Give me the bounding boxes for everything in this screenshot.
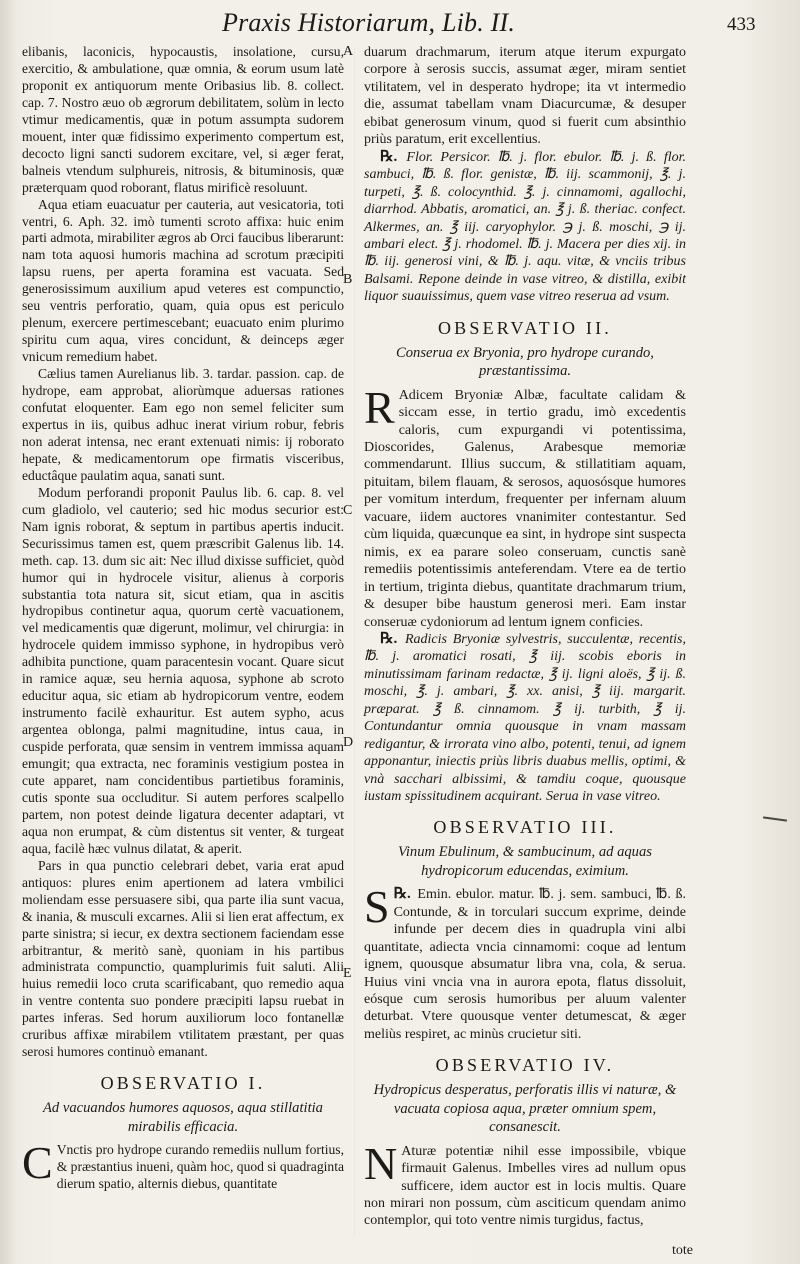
recipe-2 [364,631,686,806]
left-column [22,44,344,1193]
observation-2-heading: OBSERVATIO II. [437,317,613,338]
margin-letter-a: A [343,44,354,59]
observation-3-heading: OBSERVATIO III. [433,817,617,838]
margin-letter-c: C [343,503,353,518]
observation-4-text: Aturæ potentiæ nihil esse impossibile, vbique firmauit Galenus. Imbelles vires ad nullum opus sufficere, idem auctor est in locis multis. Quare non mirari non possum, cùm asciticum quendam animo contemplor, qui toto ventre nimis turgidus, factus, [364,1143,686,1229]
right-column [364,44,686,1230]
left-paragraph-5: Pars in qua punctio celebrari debet, varia erat apud antiquos: plures enim apertionem ad latera vmbilici moliendam esse persuasere sibi, qua parte ilia sunt vacua, & inania, & musculi excarnes. Alii si lien erat affectum, ex parte sinistra; si iecur, ex dextra sectionem faciendam esse arbitrantur, & meritò sanè, quoniam in his partibus administrata compunctio, quamplurimis fuit saluti. Alii huius remedii loco cruta scarificabant, quo remedio aqua in ventre contenta suo pondere præcipiti lapsu ruebat in partes inferas. Sed horum auxiliorum loco fontanellæ cruribus affixæ mirabilem vtilitatem præstant, per quas serosi humores continuò emanant. [22,857,344,1060]
observation-3-subtitle: Vinum Ebulinum, & sambucinum, ad aquas hydropicorum educendas, eximium. [398,844,652,879]
observation-1-text: Vnctis pro hydrope curando remediis nullum fortius, & præstantius inueni, quàm hoc, quod si quadraginta dierum spatio, alternis diebus, quantitate [56,1142,345,1191]
recipe-1-text: Flor. Persicor. ℔. j. flor. ebulor. ℔. j. ß. flor. sambuci, ℔. ß. flor. genistæ, ℔. iij. scammonij, ℥. j. turpeti, ℥. ß. colocynthid. ℥. j. cinnamomi, agallochi, diarrhod. Abbatis, aromatici, an. ℥ j. ß. theriac. confect. Alkermes, an. ℥ iij. caryophylor. ℈ j. ß. moschi, ℈ ij. ambari elect. ℥ j. rhodomel. ℔. j. Macera per dies xij. in ℔. iij. generosi vini, & ℔. j. aqu. vitæ, & vnciis tribus Balsami. Repone deinde in vase vitreo, & distilla, exibit liquor suauissimus, quem vase vitreo reserua ad vsum. [364,149,687,305]
observation-4-heading: OBSERVATIO IV. [435,1055,615,1076]
observation-3-body [364,881,686,1043]
recipe-symbol-icon: ℞. [380,148,398,165]
observation-4-body [364,1137,686,1230]
observation-1-dropcap: C [22,1137,53,1188]
column-gutter [354,46,355,1236]
recipe-symbol-icon: ℞. [380,630,398,647]
margin-letter-e: E [343,966,352,981]
margin-dash-mark [763,816,787,821]
observation-2-dropcap: R [364,381,395,433]
page-header [0,8,800,42]
margin-letter-b: B [343,272,353,287]
running-title: Praxis Historiarum, Lib. II. [222,8,516,37]
observation-2-body [364,381,686,631]
observation-4-subtitle: Hydropicus desperatus, perforatis illis vi naturæ, & vacuata copiosa aqua, præter omnium spem, consanescit. [373,1082,677,1136]
recipe-1 [364,149,686,306]
right-paragraph-1: duarum drachmarum, iterum atque iterum expurgato corpore à serosis succis, assumat æger, miram sentiet vtilitatem, vel in desperato hydrope; ita vt intermedio die, assumat tabellam vnam Diacurcumæ, & desuper ebibat generosum vinum, quod si fuerit cum absinthio priùs paratum, erit excellentius. [364,45,686,148]
observation-3-dropcap: S [364,881,390,933]
left-paragraph-4: Modum perforandi proponit Paulus lib. 6. cap. 8. vel cum gladiolo, vel cauterio; sed hic modus securior est: Nam ignis roborat, & septum in partibus apertis inducit. Securissimus tamen est, quem præscribit Galenus lib. 14. meth. cap. 13. dum sic ait: Nec illud dixisse sufficiet, quòd humor qui in hydrocele visitur, alienus à corporis substantia tota natura sit, sicut etiam, qua in ascitis hydropibus continetur aqua, quorum certè vacuationem, vel medicamentis quæ digerunt, molimur, vel chirurgia: in hydrocele quidem immisso syphone, in hydropibus verò adhibita punctione, quam paracentesin vocant. Quare sicut in ramice aquæ, seu hernia aquosa, syphone ab scroto educitur aqua, sic etiam ab hydropicorum ventre, eodem instrumento facilè exhauritur. Est autem sypho, acus argentea oblonga, palmi magnitudine, intus caua, in cuspide perforata, quæ sensim in ventrem immissa aquam emungit; qua extracta, nec foraminis vestigium postea in cute apparet, nam concidentibus partietibus foraminis, cutis sponte sua occluditur. Si autem perfores scalpello partem, non potest deinde ligatura decenter adaptari, vt aqua non erumpat, & cùm distentus sit venter, & turgeat aqua, facilè hæc vulnus dilatat, & aperit. [22,484,344,856]
observation-3-text: Emin. ebulor. matur. ℔. j. sem. sambuci, ℔. ß. Contunde, & in torculari succum exprime, deinde infunde per decem dies in quadrupla vini albi quantitate, adiecta vncia cinnamomi: coque ad lentum ignem, quousque absumatur libra vna, cola, & serua. Huius vini vncia vna in aurora epota, flatus dissoluit, eósque cum serosis humoribus per aluum valenter deturbat. Vtere quousque venter detumescat, & æger meliùs respiret, ac minùs crucietur siti. [364,887,686,1042]
recipe-symbol-icon: ℞. [393,886,411,903]
margin-letter-d: D [343,735,354,750]
observation-4-dropcap: N [364,1137,398,1189]
observation-2-subtitle: Conserua ex Bryonia, pro hydrope curando, præstantissima. [396,344,654,380]
recipe-2-text: Radicis Bryoniæ sylvestris, succulentæ, recentis, ℔. j. aromatici rosati, ℥ iij. scobis eboris in minutissimam farinam redactæ, ℥ ij. ligni aloës, ℥ ij. ß. moschi, ℥. j. ambari, ℥. xx. anisi, ℥ iij. margarit. præparat. ℥ ß. cinnamom. ℥ ij. turbith, ℥ ij. Contundantur omnia quousque in vnam massam redigantur, & irrorata vino albo, potenti, tenui, ad ignem apponantur, iniectis priùs libris duabus mellis, optimi, & vnà sacchari albissimi, & tamdiu coque, quousque iustam spissitudinem acquirant. Serua in vase vitreo. [364,631,686,805]
page-number: 433 [727,14,756,35]
left-paragraph-2: Aqua etiam euacuatur per cauteria, aut vesicatoria, toti ventri, 6. Aph. 32. imò tumenti scroto affixa: huic enim parti admota, mirabiliter ægros ab Orci faucibus liberarunt: nam tota aquosi humoris machina ad scrotum præcipiti lapsu ruens, per aperta foramina est vacuata. Sed generosissimum auxilium apud veteres est compunctio, seu ventris perforatio, quam, quia opus est periculo plenum, exercere pertimescebant; euacuato enim plurimo spiritu cum aqua, vires concidunt, & deinceps æger vnicum remedium habet. [22,196,344,365]
left-paragraph-3: Cælius tamen Aurelianus lib. 3. tardar. passion. cap. de hydrope, eam approbat, aliorùmque aduersas rationes confutat eloquenter. Eam ego non semel feliciter sum expertus in iis, quibus adhuc inerat virium robur, febris non aderat intensa, nec erant extenuati nimis: ij roborato hepate, & medicamentorum ope firmatis visceribus, eductâque paulatim aqua, sanati sunt. [22,366,344,483]
left-paragraph-1: elibanis, laconicis, hypocaustis, insolatione, cursu, exercitio, & ambulatione, quæ omnia, & eorum usum latè proponit ex antiquorum mente Oribasius lib. 8. collect. cap. 7. Nostro æuo ob ægrorum debilitatem, solùm in lecto vtimur medicamentis, quæ in potum assumpta sudorem mouent, inter quæ fidissimo experimento compertum est, decocto ligni sancti sudorem excitare, vel, si æger ferat, balneis vtendum sulphureis, nitrosis, & bituminosis, quæ præterquam quod roborant, flatus mirificè resoluunt. [22,44,344,195]
observation-1-body [22,1137,345,1193]
observation-1-subtitle: Ad vacuandos humores aquosos, aqua stillatitia mirabilis efficacia. [43,1100,323,1135]
observation-1-heading: OBSERVATIO I. [100,1073,266,1094]
catchword: tote [672,1243,693,1258]
observation-2-text: Adicem Bryoniæ Albæ, facultate calidam & siccam esse, in tertio gradu, imò excedentis caloris, cum expurgandi vi potentissima, Dioscorides, Galenus, Arabesque memoriæ commendarunt. Illius succum, & stillatitiam aquam, pituitam, bilem flauam, & serosos, aquosósque humores per vomitum interdum, frequenter per infernam aluum vacuare, iidem auctores vnanimiter contestantur. Sed cùm liquida, quæcunque ea sint, in hydrope sint suspecta nimis, ex ea parare soleo conseruam, cunctis sanè remediis potentissimis anteferendam. Vtere ea de tertio in tertium, triginta diebus, quantitate drachmarum trium, & desuper bibe haustum generosi meri. Eam instar conseruæ cydoniorum ad lentum ignem conficies. [364,387,686,630]
